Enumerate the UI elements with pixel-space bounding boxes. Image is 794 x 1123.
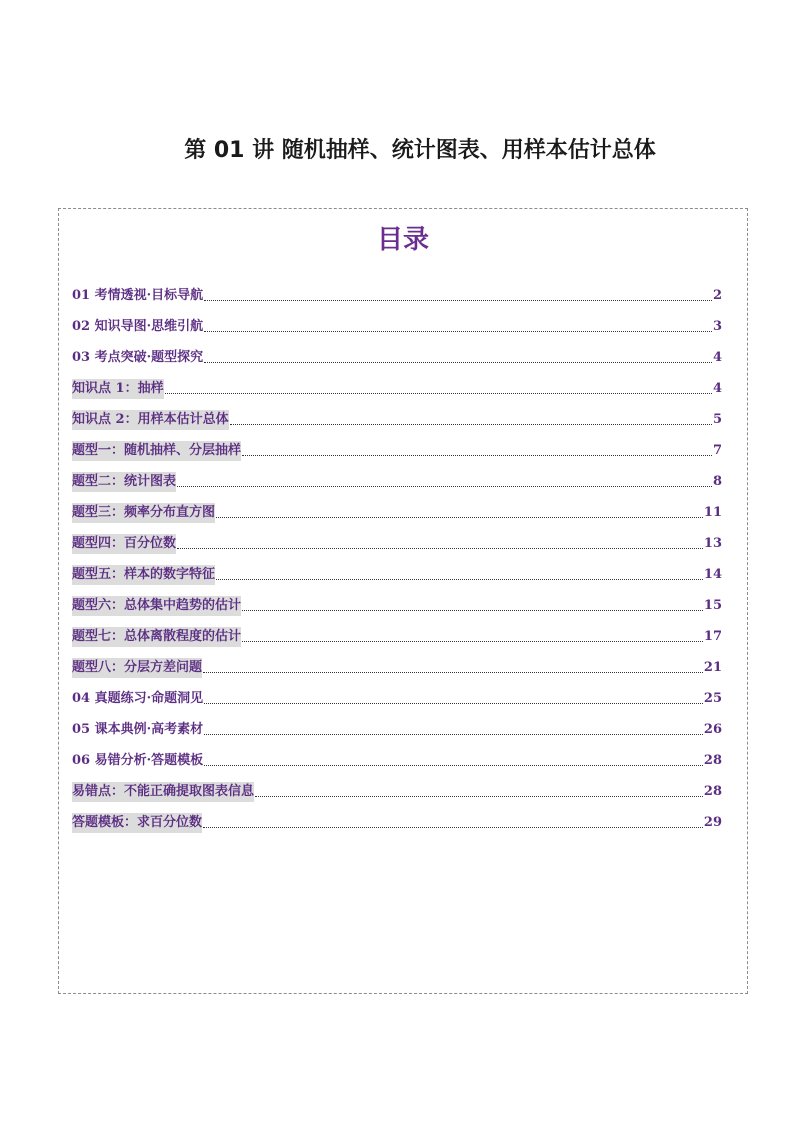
toc-page-number: 4 <box>712 381 722 396</box>
toc-page-number: 28 <box>703 784 722 799</box>
toc-entry[interactable] <box>72 523 722 554</box>
toc-entry[interactable] <box>72 616 722 647</box>
table-of-contents <box>58 208 748 994</box>
toc-entry[interactable] <box>72 740 722 771</box>
toc-page-number: 7 <box>712 443 722 458</box>
toc-leader-dots <box>203 826 703 828</box>
toc-entry-label: 题型六：总体集中趋势的估计 <box>72 596 241 616</box>
toc-entry[interactable] <box>72 554 722 585</box>
toc-page-number: 14 <box>703 567 722 582</box>
toc-entry[interactable] <box>72 492 722 523</box>
toc-entry[interactable] <box>72 647 722 678</box>
toc-leader-dots <box>242 454 712 456</box>
toc-entry[interactable] <box>72 802 722 833</box>
toc-leader-dots <box>255 795 703 797</box>
toc-entry[interactable] <box>72 709 722 740</box>
toc-entry-label: 题型一：随机抽样、分层抽样 <box>72 441 241 461</box>
toc-entry-label: 04 真题练习·命题洞见 <box>72 691 204 706</box>
toc-entry-label: 题型七：总体离散程度的估计 <box>72 627 241 647</box>
toc-entry[interactable] <box>72 461 722 492</box>
toc-entry[interactable] <box>72 430 722 461</box>
toc-leader-dots <box>216 578 703 580</box>
toc-leader-dots <box>177 547 703 549</box>
toc-entry-label: 06 易错分析·答题模板 <box>72 753 204 768</box>
toc-entry-label: 03 考点突破·题型探究 <box>72 350 204 365</box>
toc-entry[interactable] <box>72 399 722 430</box>
toc-leader-dots <box>165 392 712 394</box>
toc-entry-label: 01 考情透视·目标导航 <box>72 288 204 303</box>
toc-entry-label: 05 课本典例·高考素材 <box>72 722 204 737</box>
toc-entry-label: 答题模板：求百分位数 <box>72 813 202 833</box>
toc-page-number: 2 <box>712 288 722 303</box>
toc-entry[interactable] <box>72 306 722 337</box>
toc-entry[interactable] <box>72 368 722 399</box>
toc-page-number: 15 <box>703 598 722 613</box>
toc-entry-label: 02 知识导图·思维引航 <box>72 319 204 334</box>
toc-leader-dots <box>230 423 712 425</box>
toc-page-number: 17 <box>703 629 722 644</box>
toc-entry-label: 题型四：百分位数 <box>72 534 176 554</box>
toc-leader-dots <box>242 640 703 642</box>
toc-entry[interactable] <box>72 275 722 306</box>
page-title: 第 01 讲 随机抽样、统计图表、用样本估计总体 <box>184 138 656 163</box>
toc-page-number: 5 <box>712 412 722 427</box>
toc-leader-dots <box>177 485 712 487</box>
toc-page-number: 28 <box>703 753 722 768</box>
toc-leader-dots <box>204 361 712 363</box>
toc-entry-label: 题型三：频率分布直方图 <box>72 503 215 523</box>
toc-leader-dots <box>204 733 703 735</box>
toc-entry-label: 题型八：分层方差问题 <box>72 658 202 678</box>
toc-leader-dots <box>203 671 703 673</box>
toc-entry[interactable] <box>72 771 722 802</box>
toc-leader-dots <box>204 764 703 766</box>
toc-entry-label: 知识点 1：抽样 <box>72 379 164 399</box>
toc-leader-dots <box>204 330 712 332</box>
toc-heading: 目录 <box>376 225 429 255</box>
toc-page-number: 8 <box>712 474 722 489</box>
toc-page-number: 4 <box>712 350 722 365</box>
toc-entry[interactable] <box>72 337 722 368</box>
toc-list <box>72 275 722 833</box>
toc-page-number: 11 <box>703 505 722 520</box>
toc-page-number: 21 <box>703 660 722 675</box>
toc-page-number: 3 <box>712 319 722 334</box>
toc-leader-dots <box>204 299 712 301</box>
toc-entry[interactable] <box>72 678 722 709</box>
toc-leader-dots <box>216 516 703 518</box>
toc-entry[interactable] <box>72 585 722 616</box>
toc-leader-dots <box>204 702 703 704</box>
toc-entry-label: 题型二：统计图表 <box>72 472 176 492</box>
toc-page-number: 29 <box>703 815 722 830</box>
toc-page-number: 13 <box>703 536 722 551</box>
toc-entry-label: 易错点：不能正确提取图表信息 <box>72 782 254 802</box>
toc-entry-label: 知识点 2：用样本估计总体 <box>72 410 229 430</box>
toc-page-number: 26 <box>703 722 722 737</box>
toc-page-number: 25 <box>703 691 722 706</box>
toc-leader-dots <box>242 609 703 611</box>
toc-entry-label: 题型五：样本的数字特征 <box>72 565 215 585</box>
